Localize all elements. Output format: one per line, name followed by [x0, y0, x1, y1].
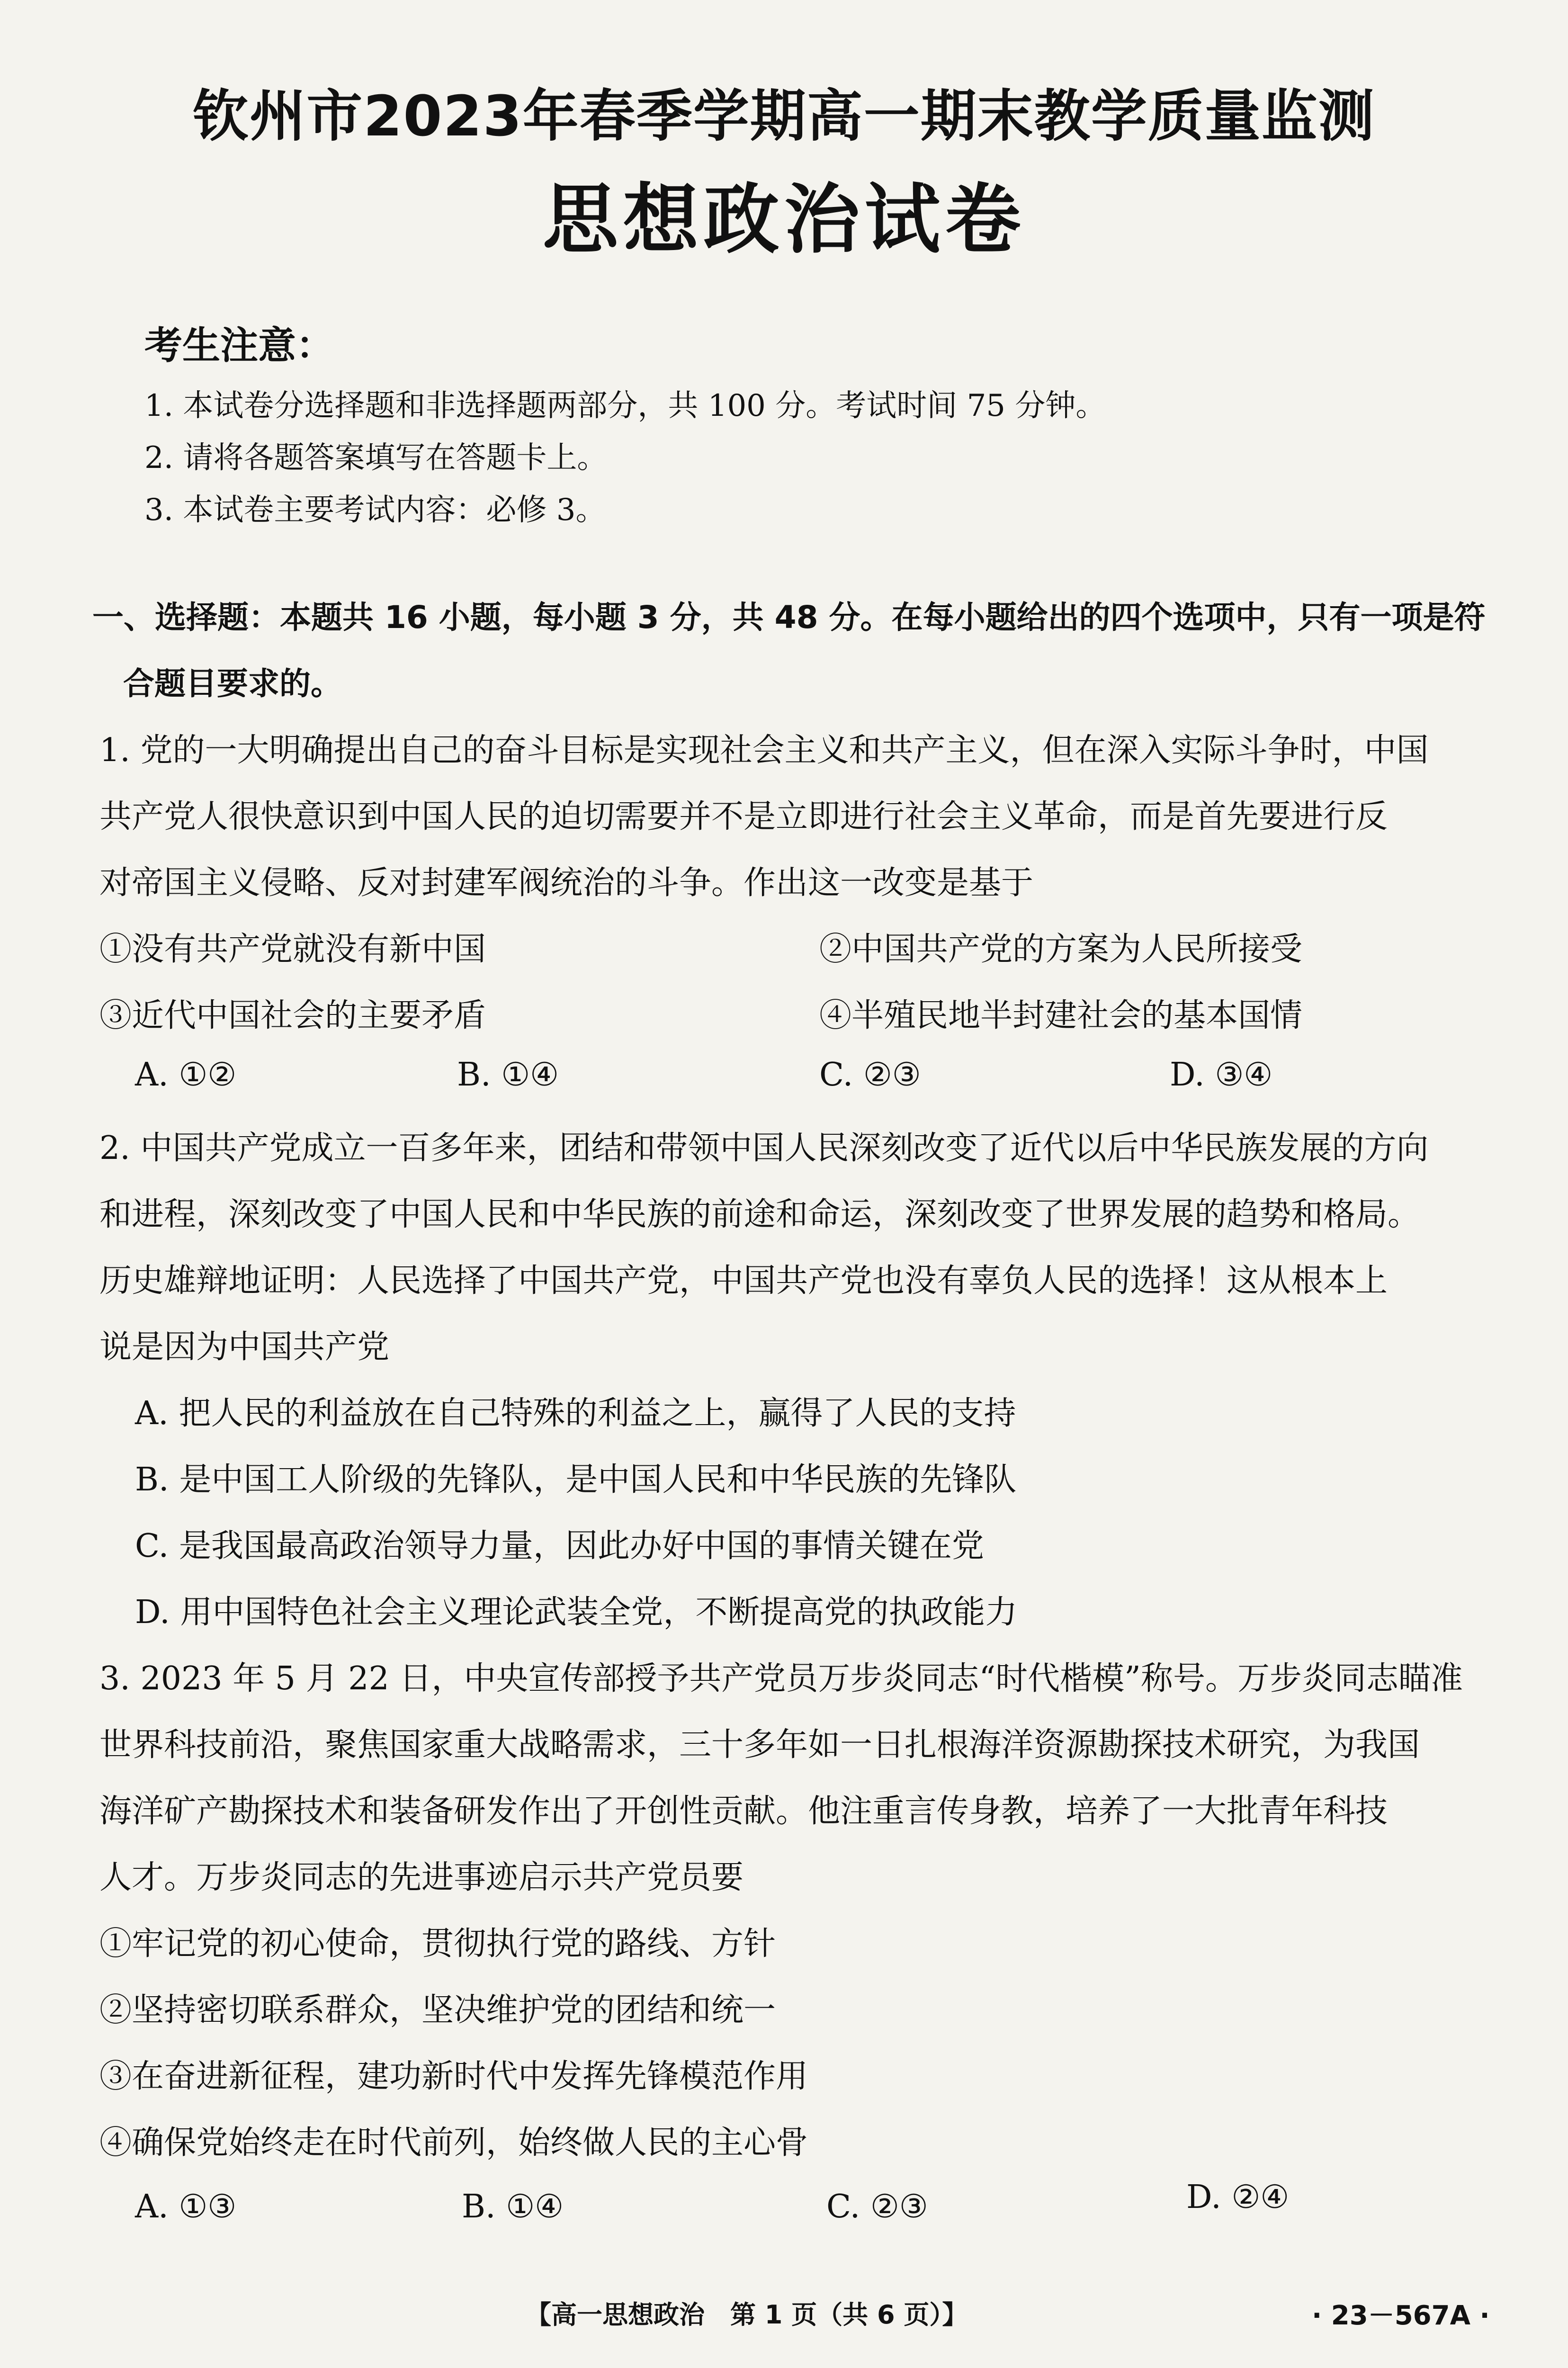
notice-item-2: 2. 请将各题答案填写在答题卡上。	[144, 440, 608, 475]
q3-stem-line-4: 人才。万步炎同志的先进事迹启示共产党员要	[99, 1859, 744, 1896]
q2-option-c: C. 是我国最高政治领导力量，因此办好中国的事情关键在党	[135, 1527, 984, 1565]
q3-stem-line-3: 海洋矿产勘探技术和装备研发作出了开创性贡献。他注重言传身教，培养了一大批青年科技	[99, 1793, 1388, 1830]
notice-heading: 考生注意：	[144, 323, 334, 368]
q1-option-b: B. ①④	[457, 1056, 559, 1094]
q2-option-b: B. 是中国工人阶级的先锋队，是中国人民和中华民族的先锋队	[135, 1461, 1017, 1498]
q1-stem-line-1: 1. 党的一大明确提出自己的奋斗目标是实现社会主义和共产主义，但在深入实际斗争时，中国	[99, 732, 1429, 769]
q2-stem-line-3: 历史雄辩地证明：人民选择了中国共产党，中国共产党也没有辜负人民的选择！这从根本上	[99, 1262, 1388, 1300]
q3-option-c: C. ②③	[826, 2188, 928, 2225]
q1-option-d: D. ③④	[1170, 1056, 1273, 1094]
q2-stem-line-4: 说是因为中国共产党	[99, 1328, 390, 1366]
q3-statement-2: ②坚持密切联系群众，坚决维护党的团结和统一	[99, 1991, 776, 2029]
exam-code: · 23－567A ·	[1312, 2300, 1490, 2331]
page-footer: 【高一思想政治 第 1 页（共 6 页）】	[526, 2300, 968, 2330]
q1-statement-4: ④半殖民地半封建社会的基本国情	[819, 997, 1303, 1034]
q2-option-d: D. 用中国特色社会主义理论武装全党，不断提高党的执政能力	[135, 1594, 1018, 1631]
q3-stem-line-2: 世界科技前沿，聚焦国家重大战略需求，三十多年如一日扎根海洋资源勘探技术研究，为我国	[99, 1726, 1420, 1764]
q3-option-a: A. ①③	[135, 2188, 237, 2225]
notice-item-3: 3. 本试卷主要考试内容：必修 3。	[144, 493, 606, 528]
q1-statement-2: ②中国共产党的方案为人民所接受	[819, 931, 1303, 968]
q3-statement-4: ④确保党始终走在时代前列，始终做人民的主心骨	[99, 2124, 808, 2162]
q3-option-b: B. ①④	[462, 2188, 564, 2225]
q2-stem-line-2: 和进程，深刻改变了中国人民和中华民族的前途和命运，深刻改变了世界发展的趋势和格局。	[99, 1196, 1420, 1233]
q2-stem-line-1: 2. 中国共产党成立一百多年来，团结和带领中国人民深刻改变了近代以后中华民族发展的方向	[99, 1130, 1429, 1167]
q3-statement-3: ③在奋进新征程，建功新时代中发挥先锋模范作用	[99, 2058, 808, 2095]
q2-option-a: A. 把人民的利益放在自己特殊的利益之上，赢得了人民的支持	[135, 1395, 1016, 1432]
q3-statement-1: ①牢记党的初心使命，贯彻执行党的路线、方针	[99, 1925, 776, 1963]
exam-title: 钦州市2023年春季学期高一期末教学质量监测	[193, 83, 1375, 149]
q1-stem-line-2: 共产党人很快意识到中国人民的迫切需要并不是立即进行社会主义革命，而是首先要进行反	[99, 798, 1388, 835]
q3-option-d: D. ②④	[1186, 2179, 1290, 2216]
section-heading-line-2: 合题目要求的。	[123, 665, 342, 702]
q3-stem-line-1: 3. 2023 年 5 月 22 日，中央宣传部授予共产党员万步炎同志“时代楷模”称号。万步炎同志瞄准	[99, 1660, 1463, 1697]
q1-statement-1: ①没有共产党就没有新中国	[99, 931, 486, 968]
q1-option-c: C. ②③	[819, 1056, 921, 1094]
q1-stem-line-3: 对帝国主义侵略、反对封建军阀统治的斗争。作出这一改变是基于	[99, 864, 1034, 902]
exam-subtitle: 思想政治试卷	[542, 175, 1026, 264]
section-heading-line-1: 一、选择题：本题共 16 小题，每小题 3 分，共 48 分。在每小题给出的四个选项中，只有一项是符	[92, 599, 1486, 636]
q1-option-a: A. ①②	[135, 1056, 237, 1094]
notice-item-1: 1. 本试卷分选择题和非选择题两部分，共 100 分。考试时间 75 分钟。	[144, 388, 1106, 423]
q1-statement-3: ③近代中国社会的主要矛盾	[99, 997, 486, 1034]
